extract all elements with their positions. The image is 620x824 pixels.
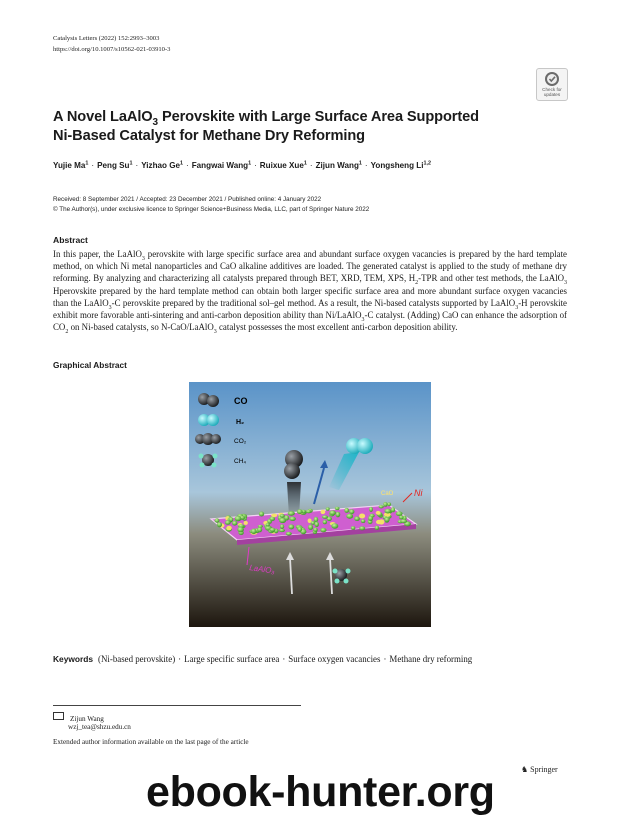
corresponding-email[interactable]: wzj_tea@shzu.edu.cn [68, 723, 131, 731]
abstract-segment: -C catalyst. (Adding) CaO can enhance the adsorption of CO [53, 310, 567, 333]
nanoparticle [375, 526, 379, 530]
nanoparticle [297, 509, 303, 514]
nanoparticle [306, 510, 311, 514]
nanoparticle [229, 517, 233, 522]
nanoparticle [279, 529, 285, 532]
legend-co2-molecule [195, 433, 221, 445]
abstract-segment: -C perovskite prepared by the traditional sol–gel method. As a result, the Ni-based catalysts supported by LaAlO [111, 297, 516, 308]
nanoparticle [288, 511, 295, 516]
author-name[interactable]: Ruixue Xue$^1$ [259, 160, 307, 170]
copyright-line: © The Author(s), under exclusive licence to Springer Science+Business Media, LLC, part of Springer Nature 2022 [53, 205, 370, 213]
nanoparticle [379, 505, 384, 508]
abstract-segment: Hperovskite prepared by the hard template method can obtain both larger specific surface area and more abundant surface oxygen vacancies than the LaAlO [53, 285, 567, 308]
nanoparticle [322, 515, 328, 518]
nanoparticle [232, 521, 237, 526]
keyword-item: (Ni-based perovskite) [98, 654, 176, 664]
title-subscript: 3 [152, 116, 158, 128]
nanoparticle [226, 526, 231, 531]
author-separator: · [254, 160, 257, 170]
nanoparticle [235, 516, 242, 521]
title-part: A Novel LaAlO [53, 109, 153, 125]
author-name[interactable]: Fangwai Wang$^1$ [191, 160, 252, 170]
graphical-abstract-heading: Graphical Abstract [53, 360, 127, 370]
abstract-text [53, 248, 567, 333]
abstract-segment: -H perovskite exhibit more favorable anti-sintering and anti-carbon deposition ability than Ni/LaAlO [53, 297, 567, 321]
nanoparticle [271, 514, 277, 518]
nanoparticle [289, 517, 296, 521]
nanoparticle [286, 532, 292, 536]
corresponding-author-name: Zijun Wang [70, 715, 104, 723]
author-affiliation: 1 [85, 160, 89, 166]
cao-label: CaO [381, 491, 394, 497]
keyword-separator: · [383, 654, 387, 664]
abstract-subscript: 3 [361, 316, 365, 323]
legend-co-label: CO [234, 396, 248, 406]
nanoparticle [391, 507, 395, 512]
nanoparticle [323, 520, 327, 524]
nanoparticle [314, 517, 318, 522]
journal-citation-block [53, 34, 170, 55]
nanoparticle [308, 525, 313, 530]
author-affiliation: 1 [129, 160, 133, 166]
keyword-item: Surface oxygen vacancies [288, 654, 381, 664]
title-line-1 [53, 108, 523, 127]
support-label: LaAlO₃ [248, 563, 276, 576]
nanoparticle [376, 511, 381, 515]
author-separator: · [91, 160, 95, 170]
nanoparticle [396, 511, 403, 516]
nanoparticle [298, 527, 303, 532]
check-for-updates-badge[interactable] [536, 68, 568, 101]
nanoparticle [400, 519, 407, 523]
author-separator: · [364, 160, 368, 170]
check-badge-label [537, 87, 567, 97]
nanoparticle [244, 521, 248, 525]
nanoparticle [384, 517, 389, 522]
nanoparticle [251, 529, 257, 535]
abstract-subscript: 2 [415, 280, 419, 287]
keywords-line [53, 654, 573, 664]
nanoparticle [351, 526, 355, 530]
keywords-label: Keywords [53, 654, 94, 664]
abstract-subscript: 3 [515, 304, 519, 311]
nanoparticle [399, 516, 404, 520]
nanoparticle [346, 514, 353, 519]
keyword-separator: · [282, 654, 286, 664]
legend-h2-label: H₂ [236, 419, 245, 426]
title-line-2: Ni-Based Catalyst for Methane Dry Reforming [53, 127, 365, 144]
author-list [53, 160, 573, 170]
nanoparticle [315, 522, 319, 527]
author-name[interactable]: Yongsheng Li$^{1,2}$ [370, 160, 431, 170]
nanoparticle [344, 508, 349, 513]
nanoparticle [280, 524, 284, 529]
nanoparticle [266, 523, 270, 526]
nanoparticle [326, 507, 330, 511]
nanoparticle [331, 523, 338, 528]
nanoparticle [376, 520, 382, 525]
nanoparticle [217, 522, 222, 527]
nanoparticle [354, 516, 360, 521]
abstract-segment: perovskite with large specific surface area and abundant surface oxygen vacancies is prepared by the hard template method, on which Ni metal nanoparticles and CaO alkaline additives are loaded. The generated catalyst is applied to the study of methane dry reforming. By analyzing and characterizing all catalysts prepared through BET, XRD, TEM, XPS, H [53, 249, 567, 284]
nanoparticle [349, 509, 354, 514]
nanoparticle [280, 514, 285, 518]
nanoparticle [383, 502, 387, 507]
nanoparticle [288, 524, 294, 529]
abstract-segment: on Ni-based catalysts, so N-CaO/LaAlO [68, 322, 214, 333]
legend-co2-label: CO₂ [234, 438, 247, 445]
nanoparticle [313, 528, 317, 532]
abstract-segment: catalyst possesses the most excellent anti-carbon deposition ability. [216, 322, 458, 333]
author-name[interactable]: Yujie Ma$^1$ [53, 160, 89, 170]
author-separator: · [186, 160, 189, 170]
author-affiliation: 1,2 [423, 160, 431, 166]
doi-link[interactable]: https://doi.org/10.1007/s10562-021-03910-3 [53, 45, 171, 53]
nanoparticle [369, 507, 373, 512]
journal-citation: Catalysis Letters (2022) 152:2993–3003 [53, 35, 160, 42]
nanoparticle [329, 510, 336, 515]
nanoparticle [215, 518, 220, 522]
envelope-icon [53, 712, 64, 720]
abstract-subscript: 3 [213, 329, 217, 335]
keyword-item: Methane dry reforming [389, 654, 473, 664]
abstract-heading: Abstract [53, 235, 88, 245]
publisher-mark [521, 765, 558, 774]
nanoparticle [270, 528, 276, 532]
author-affiliation: 1 [303, 160, 307, 166]
nanoparticle [284, 515, 289, 520]
publication-dates: Received: 8 September 2021 / Accepted: 23 December 2021 / Published online: 4 January 2022 [53, 196, 322, 203]
check-updates-icon [544, 71, 560, 87]
nanoparticle [259, 512, 264, 517]
check-badge-line1: Check for [542, 87, 562, 92]
nanoparticle [335, 507, 340, 510]
nanoparticle [361, 519, 365, 523]
nanoparticle [387, 502, 391, 506]
nanoparticle [385, 509, 392, 514]
nanoparticle [308, 519, 312, 524]
extended-info-note: Extended author information available on the last page of the article [53, 738, 249, 746]
nanoparticle [359, 514, 365, 519]
nanoparticle [321, 510, 326, 514]
publisher-name: Springer [530, 765, 558, 774]
watermark: ebook-hunter.org [146, 768, 495, 816]
graphical-abstract-illustration [189, 382, 431, 627]
nanoparticle [320, 528, 326, 532]
background [189, 382, 431, 627]
graphical-abstract-image [189, 382, 431, 627]
keyword-item: Large specific surface area [184, 654, 280, 664]
springer-horse-icon: ♞ [521, 765, 529, 774]
abstract-subscript: 3 [141, 255, 145, 262]
author-affiliation: 1 [180, 160, 184, 166]
author-separator: · [135, 160, 139, 170]
footnote-rule [53, 705, 301, 706]
author-name[interactable]: Yizhao Ge$^1$ [141, 160, 184, 170]
abstract-subscript: 3 [564, 280, 567, 287]
article-dates [53, 195, 369, 214]
abstract-subscript: 3 [108, 304, 112, 311]
ni-label: Ni [414, 488, 423, 498]
title-part: Perovskite with Large Surface Area Supported [158, 109, 479, 125]
article-title [53, 108, 523, 145]
abstract-segment: In this paper, the LaAlO [53, 249, 142, 259]
check-badge-line2: updates [543, 92, 561, 97]
nanoparticle [336, 512, 341, 518]
author-name[interactable]: Peng Su$^1$ [97, 160, 133, 170]
nanoparticle [257, 527, 262, 532]
author-affiliation: 1 [248, 160, 252, 166]
author-affiliation: 1 [358, 160, 362, 166]
keyword-separator: · [178, 654, 182, 664]
nanoparticle [359, 526, 365, 530]
author-separator: · [309, 160, 313, 170]
abstract-subscript: 2 [65, 329, 69, 335]
nanoparticle [368, 516, 373, 521]
legend-ch4-label: CH₄ [234, 458, 247, 465]
author-name[interactable]: Zijun Wang$^1$ [315, 160, 362, 170]
abstract-segment: -TPR and other test methods, the LaAlO [418, 273, 564, 284]
nanoparticle [237, 527, 244, 532]
